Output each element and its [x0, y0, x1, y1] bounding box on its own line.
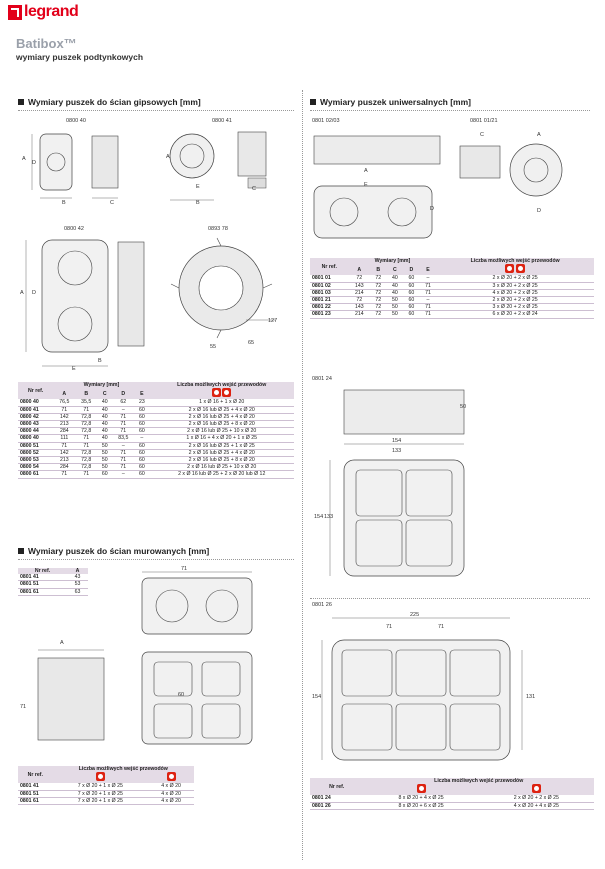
table-cell: 71 — [83, 406, 90, 413]
table-cell: 7 x Ø 20 + 1 x Ø 25 — [77, 783, 123, 790]
dim-label: 71 — [181, 566, 188, 572]
divider — [18, 110, 294, 111]
box-drawing-089378 — [166, 234, 296, 354]
table-cell: 50 — [391, 297, 398, 304]
table-cell: – — [140, 435, 144, 442]
dim-label: A — [60, 640, 64, 646]
dim-label: 71 — [386, 624, 393, 630]
dim-label: E — [72, 366, 76, 372]
table-cell: 50 — [391, 304, 398, 311]
col-header-liczba: Liczba możliwych wejść przewodów — [436, 258, 594, 264]
table-cell: 72 — [375, 297, 382, 304]
section-title-mur — [18, 546, 209, 556]
table-cell: 71 — [425, 282, 431, 289]
table-cell: 72 — [356, 297, 363, 304]
table-row — [310, 282, 594, 289]
cable-entry-icon — [222, 388, 231, 397]
table-cell: 72,8 — [81, 464, 92, 471]
entry-icons — [363, 784, 478, 795]
table-row — [310, 311, 594, 318]
table-cell: 40 — [101, 406, 108, 413]
table-row — [18, 413, 294, 420]
col-header: B — [75, 388, 97, 399]
table-cell: – — [121, 442, 125, 449]
cable-entry-icon — [516, 264, 525, 273]
table-cell: 71 — [83, 442, 90, 449]
col-header-liczba: Liczba możliwych wejść przewodów — [149, 382, 294, 388]
table-cell: 71 — [120, 457, 127, 464]
table-cell: 50 — [101, 457, 108, 464]
col-header-dims: Wymiary [mm] — [53, 382, 149, 388]
table-cell: 60 — [408, 275, 415, 282]
legrand-logo — [8, 3, 78, 21]
table-cell: 60 — [408, 304, 415, 311]
divider — [310, 110, 590, 111]
ref-cell: 0801 51 — [20, 790, 39, 797]
table-cell: 7 x Ø 20 + 1 x Ø 25 — [77, 797, 123, 804]
page-subtitle: wymiary puszek podtynkowych — [16, 52, 144, 62]
table-cell: 2 x Ø 16 lub Ø 25 + 2 x Ø 20 lub Ø 12 — [178, 471, 266, 478]
entry-icons — [149, 388, 294, 399]
table-cell: 71 — [120, 413, 127, 420]
section-title-uni — [310, 97, 471, 107]
table-row — [310, 275, 594, 282]
section-title-gips — [18, 97, 201, 107]
table-row — [18, 783, 194, 790]
dim-label: 60 — [178, 692, 185, 698]
col-header: E — [134, 388, 149, 399]
dim-label: 127 — [268, 318, 278, 324]
col-header: D — [403, 264, 420, 275]
table-cell: 71 — [83, 471, 90, 478]
cable-entry-icon — [532, 784, 541, 793]
table-cell: 60 — [138, 428, 145, 435]
ref-cell: 0801 41 — [20, 574, 39, 581]
table-cell: 60 — [101, 471, 108, 478]
table-row — [18, 421, 294, 428]
ref-cell: 0801 61 — [20, 588, 39, 595]
table-cell: 2 x Ø 16 lub Ø 25 + 1 x Ø 25 — [188, 442, 255, 449]
ref-cell: 0800 61 — [20, 471, 39, 478]
ref-cell: 0801 23 — [312, 311, 331, 318]
dim-label: E — [364, 182, 368, 188]
dim-label: 133 — [324, 514, 334, 520]
table-cell: 214 — [354, 289, 364, 296]
dim-label: A — [166, 154, 170, 160]
table-cell: 72,8 — [81, 457, 92, 464]
col-header: A — [349, 264, 370, 275]
big-spec-table — [310, 778, 594, 810]
table-cell: 213 — [59, 457, 69, 464]
table-cell: 3 x Ø 20 + 2 x Ø 25 — [492, 282, 538, 289]
uni-spec-table — [310, 258, 594, 319]
table-cell: – — [121, 471, 125, 478]
ref-cell: 0801 02 — [312, 282, 331, 289]
table-cell: 2 x Ø 20 + 2 x Ø 25 — [513, 795, 559, 802]
dim-label: E — [196, 184, 200, 190]
logo-text: legrand — [24, 3, 79, 20]
ref-cell: 0801 03 — [312, 289, 331, 296]
table-cell: 2 x Ø 16 lub Ø 25 + 10 x Ø 20 — [187, 464, 257, 471]
table-cell: 60 — [138, 421, 145, 428]
box-drawing-mur — [20, 566, 290, 756]
box-drawing-080124 — [310, 384, 595, 584]
dim-label: C — [480, 132, 484, 138]
ref-cell: 0801 26 — [312, 802, 331, 809]
entry-icons — [148, 772, 194, 783]
divider — [18, 559, 294, 560]
box-drawing-080041 — [160, 126, 290, 216]
table-row — [310, 304, 594, 311]
table-row — [310, 289, 594, 296]
table-cell: 40 — [101, 428, 108, 435]
cable-entry-icon — [96, 772, 105, 781]
gips-spec-table — [18, 382, 294, 479]
bullet-square-icon — [18, 548, 24, 554]
cable-entry-icon — [212, 388, 221, 397]
dim-label: B — [62, 200, 66, 206]
ref-cell: 0801 24 — [312, 795, 331, 802]
col-header-nr: Nr ref. — [18, 766, 53, 783]
table-cell: 8 x Ø 20 + 6 x Ø 25 — [398, 802, 444, 809]
section-title-text: Wymiary puszek uniwersalnych [mm] — [320, 97, 472, 107]
table-cell: 50 — [391, 311, 398, 318]
table-cell: 60 — [138, 471, 145, 478]
table-cell: 40 — [101, 435, 108, 442]
dim-label: 133 — [392, 448, 402, 454]
ref-cell: 0800 54 — [20, 464, 39, 471]
table-cell: 4 x Ø 20 + 2 x Ø 25 — [492, 289, 538, 296]
table-cell: 60 — [408, 282, 415, 289]
table-cell: 284 — [59, 464, 69, 471]
table-cell: 71 — [425, 311, 431, 318]
table-cell: 40 — [101, 421, 108, 428]
ref-label: 0800 41 — [212, 118, 232, 124]
table-row — [310, 297, 594, 304]
table-cell: 72,8 — [81, 449, 92, 456]
ref-label: 0801 26 — [312, 602, 332, 608]
col-header-nr: Nr ref. — [18, 382, 53, 399]
table-cell: 40 — [101, 413, 108, 420]
entry-icons — [53, 772, 149, 783]
table-cell: 60 — [138, 457, 145, 464]
table-cell: 2 x Ø 16 lub Ø 25 + 10 x Ø 20 — [187, 428, 257, 435]
col-header-nr: Nr ref. — [310, 258, 349, 275]
table-cell: 60 — [138, 406, 145, 413]
col-header: C — [387, 264, 404, 275]
ref-label: 0893 78 — [208, 226, 228, 232]
ref-cell: 0801 01 — [312, 275, 331, 282]
section-title-text: Wymiary puszek do ścian gipsowych [mm] — [28, 97, 201, 107]
table-cell: 6 x Ø 20 + 2 x Ø 24 — [492, 311, 538, 318]
table-cell: 4 x Ø 20 — [161, 797, 181, 804]
table-cell: 72 — [375, 304, 382, 311]
table-row — [18, 471, 294, 478]
table-row — [18, 428, 294, 435]
ref-cell: 0800 42 — [20, 413, 39, 420]
cable-entry-icon — [167, 772, 176, 781]
table-cell: 43 — [74, 574, 81, 581]
dim-label: A — [537, 132, 541, 138]
ref-cell: 0801 22 — [312, 304, 331, 311]
table-cell: 142 — [59, 449, 69, 456]
table-cell: 143 — [354, 304, 364, 311]
ref-label: 0800 42 — [64, 226, 84, 232]
table-cell: 60 — [138, 449, 145, 456]
table-cell: 4 x Ø 20 — [161, 783, 181, 790]
table-row — [18, 790, 194, 797]
table-cell: 2 x Ø 20 + 2 x Ø 25 — [492, 275, 538, 282]
table-cell: 71 — [120, 464, 127, 471]
entry-icons — [479, 784, 594, 795]
table-cell: 7 x Ø 20 + 1 x Ø 25 — [77, 790, 123, 797]
dim-label: 50 — [460, 404, 467, 410]
table-cell: 23 — [138, 399, 145, 406]
table-cell: 60 — [408, 311, 415, 318]
table-cell: 284 — [59, 428, 69, 435]
table-cell: 60 — [138, 413, 145, 420]
table-row — [310, 802, 594, 809]
entry-icons — [436, 264, 594, 275]
table-cell: 143 — [354, 282, 364, 289]
table-cell: 2 x Ø 16 lub Ø 25 + 4 x Ø 20 — [188, 406, 255, 413]
dim-label: 154 — [312, 694, 322, 700]
table-cell: 2 x Ø 16 lub Ø 25 + 4 x Ø 20 — [188, 449, 255, 456]
table-cell: 71 — [83, 435, 90, 442]
table-cell: 72,8 — [81, 428, 92, 435]
table-cell: 2 x Ø 16 lub Ø 25 + 4 x Ø 20 — [188, 413, 255, 420]
table-cell: 4 x Ø 20 — [161, 790, 181, 797]
ref-cell: 0800 40 — [20, 435, 39, 442]
brand-title: Batibox™ — [16, 36, 77, 51]
table-cell: 71 — [61, 406, 68, 413]
table-cell: 2 x Ø 16 lub Ø 25 + 8 x Ø 20 — [188, 421, 255, 428]
table-cell: 71 — [120, 449, 127, 456]
ref-cell: 0800 51 — [20, 442, 39, 449]
table-cell: 71 — [61, 442, 68, 449]
ref-label: 0800 40 — [66, 118, 86, 124]
table-row — [18, 442, 294, 449]
mur-spec-table — [18, 766, 194, 805]
table-cell: 53 — [74, 581, 81, 588]
col-header: E — [420, 264, 437, 275]
section-title-text: Wymiary puszek do ścian murowanych [mm] — [28, 546, 210, 556]
ref-label: 0801 02/03 — [312, 118, 340, 124]
dim-label: C — [252, 186, 256, 192]
table-cell: 71 — [120, 428, 127, 435]
table-row — [18, 457, 294, 464]
cable-entry-icon — [505, 264, 514, 273]
box-drawing-uni — [310, 124, 595, 254]
table-cell: 60 — [408, 289, 415, 296]
table-cell: 71 — [425, 304, 431, 311]
dim-label: D — [32, 160, 36, 166]
table-cell: 4 x Ø 20 + 4 x Ø 25 — [513, 802, 559, 809]
table-row — [18, 406, 294, 413]
table-cell: 40 — [101, 399, 108, 406]
table-cell: 3 x Ø 20 + 2 x Ø 25 — [492, 304, 538, 311]
col-header-liczba: Liczba możliwych wejść przewodów — [53, 766, 194, 772]
table-cell: 8 x Ø 20 + 4 x Ø 25 — [398, 795, 444, 802]
col-header: A — [53, 388, 75, 399]
table-cell: 40 — [391, 289, 398, 296]
col-header-liczba: Liczba możliwych wejść przewodów — [363, 778, 594, 784]
table-cell: 40 — [391, 282, 398, 289]
table-cell: 142 — [59, 413, 69, 420]
legrand-logo-icon — [8, 5, 22, 20]
ref-cell: 0800 44 — [20, 428, 39, 435]
table-cell: 71 — [425, 289, 431, 296]
table-cell: 76,5 — [59, 399, 70, 406]
table-cell: 1 x Ø 16 + 4 x Ø 20 + 1 x Ø 25 — [186, 435, 258, 442]
table-cell: 72 — [375, 289, 382, 296]
col-header: D — [112, 388, 134, 399]
table-cell: 72,8 — [81, 413, 92, 420]
table-row — [18, 435, 294, 442]
dim-label: 71 — [438, 624, 445, 630]
dim-label: D — [430, 206, 434, 212]
table-cell: 83,5 — [118, 435, 129, 442]
dim-label: 154 — [314, 514, 324, 520]
table-cell: 213 — [59, 421, 69, 428]
col-header: A — [67, 568, 88, 574]
table-cell: 72 — [375, 282, 382, 289]
col-header: B — [370, 264, 387, 275]
table-row — [18, 449, 294, 456]
col-header-dims: Wymiary [mm] — [349, 258, 437, 264]
dim-label: 154 — [392, 438, 402, 444]
ref-cell: 0800 43 — [20, 421, 39, 428]
ref-cell: 0800 53 — [20, 457, 39, 464]
ref-cell: 0801 61 — [20, 797, 39, 804]
table-cell: – — [121, 406, 125, 413]
ref-cell: 0801 41 — [20, 783, 39, 790]
table-cell: 71 — [120, 421, 127, 428]
table-cell: 50 — [101, 464, 108, 471]
ref-cell: 0800 41 — [20, 406, 39, 413]
column-divider — [302, 90, 303, 860]
ref-label: 0801 24 — [312, 376, 332, 382]
table-cell: 71 — [61, 471, 68, 478]
table-cell: 60 — [138, 442, 145, 449]
table-cell: – — [426, 297, 430, 304]
dim-label: 65 — [248, 340, 255, 346]
table-cell: 63 — [74, 588, 81, 595]
dim-label: B — [98, 358, 102, 364]
dim-label: A — [364, 168, 368, 174]
table-cell: 60 — [408, 297, 415, 304]
table-cell: – — [426, 275, 430, 282]
table-cell: 72 — [375, 311, 382, 318]
table-cell: 72 — [375, 275, 382, 282]
dim-label: 131 — [526, 694, 536, 700]
dim-label: C — [110, 200, 114, 206]
bullet-square-icon — [18, 99, 24, 105]
ref-cell: 0800 40 — [20, 399, 39, 406]
dim-label: D — [537, 208, 541, 214]
table-cell: 214 — [354, 311, 364, 318]
ref-cell: 0800 52 — [20, 449, 39, 456]
table-cell: 40 — [391, 275, 398, 282]
table-cell: 2 x Ø 16 lub Ø 25 + 8 x Ø 20 — [188, 457, 255, 464]
cable-entry-icon — [417, 784, 426, 793]
box-drawing-080126 — [310, 610, 595, 775]
dim-label: 55 — [210, 344, 217, 350]
table-row — [18, 797, 194, 804]
table-row — [18, 399, 294, 406]
col-header-nr: Nr ref. — [310, 778, 363, 795]
col-header: C — [97, 388, 112, 399]
dim-label: A — [20, 290, 24, 296]
divider — [310, 598, 590, 599]
table-cell: 72,8 — [81, 421, 92, 428]
dim-label: B — [196, 200, 200, 206]
table-cell: 35,5 — [81, 399, 92, 406]
table-row — [18, 464, 294, 471]
col-header: Nr ref. — [18, 568, 67, 574]
table-cell: 1 x Ø 16 + 1 x Ø 20 — [199, 399, 245, 406]
dim-label: A — [22, 156, 26, 162]
table-cell: 60 — [138, 464, 145, 471]
table-cell: 50 — [101, 449, 108, 456]
table-cell: 62 — [120, 399, 127, 406]
ref-cell: 0801 51 — [20, 581, 39, 588]
bullet-square-icon — [310, 99, 316, 105]
ref-label: 0801 01/21 — [470, 118, 498, 124]
dim-label: 225 — [410, 612, 420, 618]
table-cell: 111 — [60, 435, 69, 442]
table-cell: 72 — [356, 275, 363, 282]
box-drawing-080042 — [18, 234, 158, 374]
dim-label: 71 — [20, 704, 27, 710]
ref-cell: 0801 21 — [312, 297, 331, 304]
table-cell: 2 x Ø 20 + 2 x Ø 25 — [492, 297, 538, 304]
table-cell: 50 — [101, 442, 108, 449]
dim-label: D — [32, 290, 36, 296]
table-row — [310, 795, 594, 802]
